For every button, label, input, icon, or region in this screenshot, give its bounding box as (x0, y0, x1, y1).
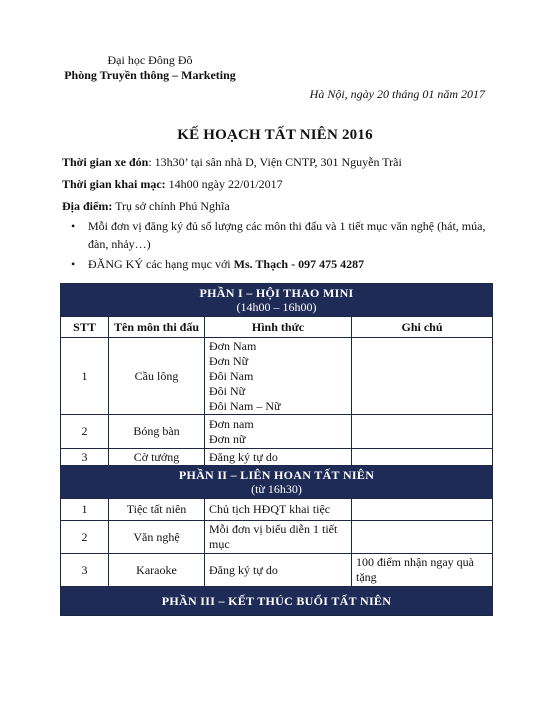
cell-form (205, 554, 352, 587)
form-item: Mỗi đơn vị biểu diễn 1 tiết mục (209, 522, 338, 551)
form-item: Đăng ký tự do (209, 562, 278, 577)
bus-time-value: : 13h30’ tại sân nhà D, Viện CNTP, 301 Nguyễn Trãi (148, 155, 402, 169)
schedule-table (60, 283, 493, 616)
dateline: Hà Nội, ngày 20 tháng 01 năm 2017 (309, 87, 485, 101)
section-title: PHẦN III – KẾT THÚC BUỔI TẤT NIÊN (161, 594, 392, 608)
cell-name: Tiệc tất niên (109, 499, 205, 521)
table-row (61, 554, 493, 587)
bullet-text: ĐĂNG KÝ các hạng mục với (88, 257, 234, 271)
bullet-item-contact (62, 255, 492, 273)
section-cell (61, 284, 493, 317)
cell-stt: 1 (61, 499, 109, 521)
table-row (61, 499, 493, 521)
column-header-stt: STT (61, 317, 109, 338)
cell-stt: 2 (61, 521, 109, 554)
cell-name: Bóng bàn (109, 415, 205, 449)
cell-form (205, 415, 352, 449)
opening-time-label: Thời gian khai mạc: (62, 177, 166, 191)
cell-note (352, 449, 493, 466)
form-item: Đơn Nam (209, 338, 257, 353)
cell-note (352, 499, 493, 521)
section-time: (14h00 – 16h00) (236, 300, 317, 314)
form-item: Đơn Nữ (209, 353, 249, 368)
cell-name: Văn nghệ (109, 521, 205, 554)
cell-note (352, 554, 493, 587)
cell-name: Cầu lông (109, 338, 205, 415)
bullet-item-registration (62, 217, 492, 253)
section-time: (từ 16h30) (251, 482, 302, 496)
document-title: KẾ HOẠCH TẤT NIÊN 2016 (177, 127, 373, 143)
bus-time-line (62, 155, 402, 170)
section-cell (61, 466, 493, 499)
cell-name: Cờ tướng (109, 449, 205, 466)
form-item: Chủ tịch HĐQT khai tiệc (209, 502, 331, 516)
section-header-part1 (61, 284, 493, 317)
form-item: Đôi Nam (209, 368, 254, 383)
table-row (61, 449, 493, 466)
venue-line (62, 199, 230, 214)
table-row (61, 521, 493, 554)
section-header-part3 (61, 587, 493, 616)
cell-stt: 2 (61, 415, 109, 449)
contact-name: Ms. Thạch - 097 475 4287 (233, 257, 365, 271)
form-item: Đôi Nữ (209, 383, 246, 398)
form-item: Đăng ký tự do (209, 449, 278, 464)
cell-stt: 3 (61, 554, 109, 587)
bus-time-label: Thời gian xe đón (62, 155, 149, 169)
bullet-icon: • (71, 257, 76, 271)
cell-stt: 3 (61, 449, 109, 466)
section-header-part2 (61, 466, 493, 499)
opening-time-line (62, 177, 283, 192)
column-header-name: Tên môn thi đấu (109, 317, 205, 338)
form-item: Đơn nam (209, 416, 254, 431)
form-item: Đôi Nam – Nữ (209, 398, 281, 413)
cell-name: Karaoke (109, 554, 205, 587)
cell-stt: 1 (61, 338, 109, 415)
cell-note (352, 415, 493, 449)
org-name: Đại học Đông Đô (107, 53, 193, 67)
column-header-form: Hình thức (205, 317, 352, 338)
bullet-icon: • (71, 219, 76, 233)
cell-note (352, 521, 493, 554)
section-title: PHẦN II – LIÊN HOAN TẤT NIÊN (178, 468, 375, 482)
table-row (61, 338, 493, 415)
cell-form (205, 449, 352, 466)
cell-note (352, 338, 493, 415)
table-row (61, 415, 493, 449)
column-header-note: Ghi chú (352, 317, 493, 338)
form-item: Đơn nữ (209, 431, 246, 446)
table-header-row (61, 317, 493, 338)
section-cell (61, 587, 493, 616)
cell-form (205, 338, 352, 415)
opening-time-value: 14h00 ngày 22/01/2017 (165, 177, 283, 191)
bullet-text: Mỗi đơn vị đăng ký đủ số lượng các môn thi đấu và 1 tiết mục văn nghệ (hát, múa, đàn, nhảy…) (88, 219, 486, 251)
venue-label: Địa điểm: (62, 199, 113, 213)
cell-form (205, 521, 352, 554)
section-title: PHẦN I – HỘI THAO MINI (199, 286, 354, 300)
department-name: Phòng Truyền thông – Marketing (64, 68, 236, 82)
venue-value: Trụ sở chính Phú Nghĩa (112, 199, 230, 213)
bullet-list (62, 213, 492, 273)
note-text: 100 điểm nhận ngay quà tặng (356, 555, 474, 584)
cell-form (205, 499, 352, 521)
